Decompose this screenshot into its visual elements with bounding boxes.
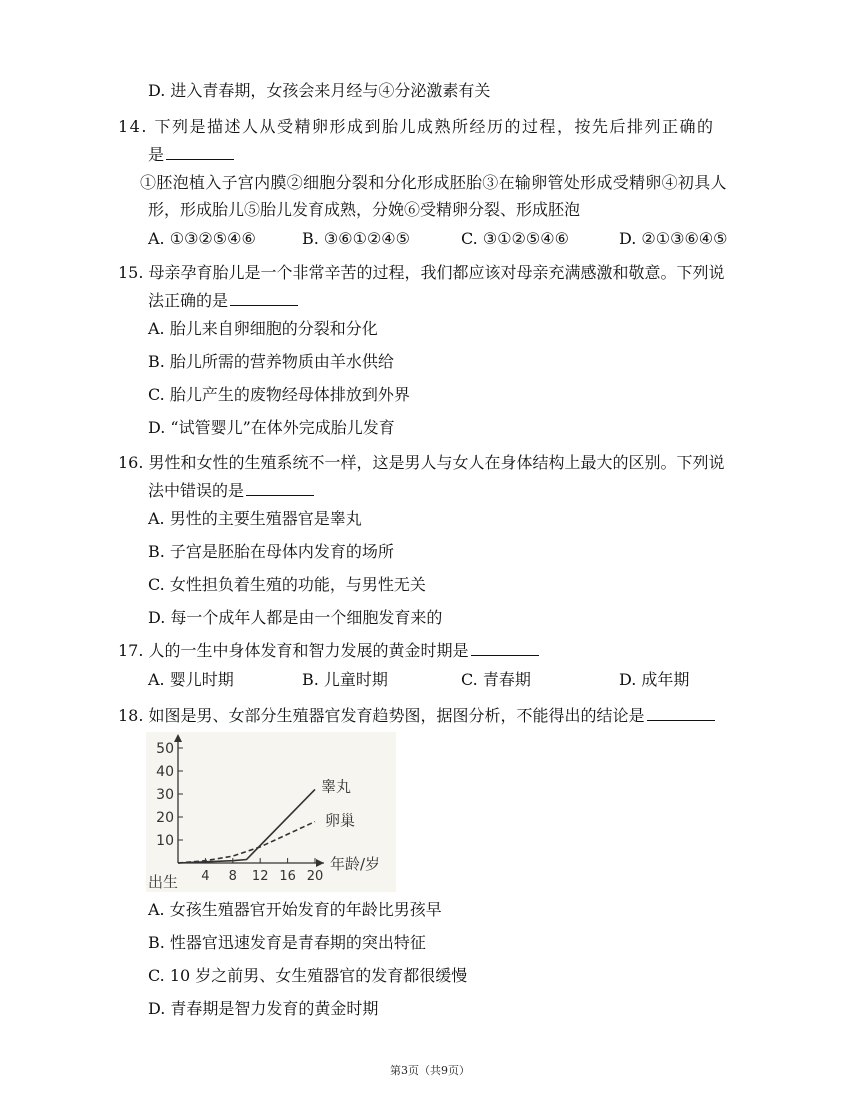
q17-option-d: D. 成年期 [619, 670, 690, 689]
y-tick-label: 50 [156, 741, 174, 757]
q16-stem-line2 [148, 480, 314, 502]
q15-option-d: D. “试管婴儿”在体外完成胎儿发育 [148, 418, 395, 437]
q14-option-b: B. ③⑥①②④⑤ [302, 229, 410, 248]
q16-option-a: A. 男性的主要生殖器官是睾丸 [148, 509, 362, 528]
q17-option-a: A. 婴儿时期 [148, 670, 234, 689]
q15-stem-line2 [148, 290, 298, 312]
x-axis-label: 年龄/岁 [330, 855, 381, 873]
q15-option-a: A. 胎儿来自卵细胞的分裂和分化 [148, 319, 378, 338]
q18-answer-blank [647, 705, 715, 721]
q17-option-c: C. 青春期 [461, 670, 531, 689]
q16-stem-text: 法中错误的是 [148, 481, 245, 500]
series-label-ovary: 卵巢 [325, 811, 356, 830]
x-tick-label: 12 [251, 869, 269, 884]
q14-stem-line4: 形，形成胎儿⑤胎儿发育成熟，分娩⑥受精卵分裂、形成胚泡 [148, 200, 581, 219]
q16-option-b: B. 子宫是胚胎在母体内发育的场所 [148, 542, 394, 561]
q18-option-b: B. 性器官迅速发育是青春期的突出特征 [148, 933, 426, 952]
q16-answer-blank [246, 480, 314, 496]
q13-option-d: D. 进入青春期，女孩会来月经与④分泌激素有关 [148, 81, 491, 100]
q14-option-a: A. ①③②⑤④⑥ [148, 229, 256, 248]
q15-option-b: B. 胎儿所需的营养物质由羊水供给 [148, 352, 394, 371]
x-origin-label: 出生 [148, 873, 179, 891]
q14-stem-text: 是 [148, 145, 165, 164]
q14-answer-blank [166, 144, 234, 160]
x-tick-label: 20 [306, 869, 324, 884]
q18-stem-text: 18. 如图是男、女部分生殖器官发育趋势图，据图分析，不能得出的结论是 [118, 706, 645, 725]
x-tick-label: 16 [279, 869, 296, 884]
page-footer: 第3页（共9页） [390, 1064, 470, 1077]
y-tick-label: 40 [156, 764, 174, 780]
q14-stem-line2 [148, 144, 234, 166]
y-tick-label: 30 [156, 787, 174, 803]
q17-answer-blank [471, 640, 539, 656]
q16-stem-line1: 16. 男性和女性的生殖系统不一样，这是男人与女人在身体结构上最大的区别。下列说 [118, 453, 725, 472]
q18-option-d: D. 青春期是智力发育的黄金时期 [148, 999, 379, 1018]
x-tick-label: 4 [201, 869, 210, 884]
q16-option-c: C. 女性担负着生殖的功能，与男性无关 [148, 575, 426, 594]
q15-stem-text: 法正确的是 [148, 291, 229, 310]
q14-stem-line1: 14. 下列是描述人从受精卵形成到胎儿成熟所经历的过程，按先后排列正确的 [118, 117, 715, 136]
y-tick-label: 10 [156, 833, 174, 849]
q14-option-c: C. ③①②⑤④⑥ [461, 229, 569, 248]
q14-stem-line3: ①胚泡植入子宫内膜②细胞分裂和分化形成胚胎③在输卵管处形成受精卵④初具人 [140, 173, 727, 192]
x-tick-label: 8 [228, 869, 237, 884]
q17-option-b: B. 儿童时期 [302, 670, 388, 689]
q15-option-c: C. 胎儿产生的废物经母体排放到外界 [148, 385, 410, 404]
q17-stem-text: 17. 人的一生中身体发育和智力发展的黄金时期是 [118, 641, 469, 660]
organ-development-chart [146, 732, 396, 892]
q16-option-d: D. 每一个成年人都是由一个细胞发育来的 [148, 608, 443, 627]
q15-stem-line1: 15. 母亲孕育胎儿是一个非常辛苦的过程，我们都应该对母亲充满感激和敬意。下列说 [118, 263, 725, 282]
q14-option-d: D. ②①③⑥④⑤ [619, 229, 728, 248]
q17-stem [118, 640, 539, 662]
q18-option-c: C. 10 岁之前男、女生殖器官的发育都很缓慢 [148, 966, 468, 985]
q18-stem [118, 705, 715, 727]
q18-option-a: A. 女孩生殖器官开始发育的年龄比男孩早 [148, 900, 442, 919]
q15-answer-blank [230, 290, 298, 306]
y-tick-label: 20 [156, 810, 174, 826]
series-label-testis: 睾丸 [321, 777, 352, 796]
